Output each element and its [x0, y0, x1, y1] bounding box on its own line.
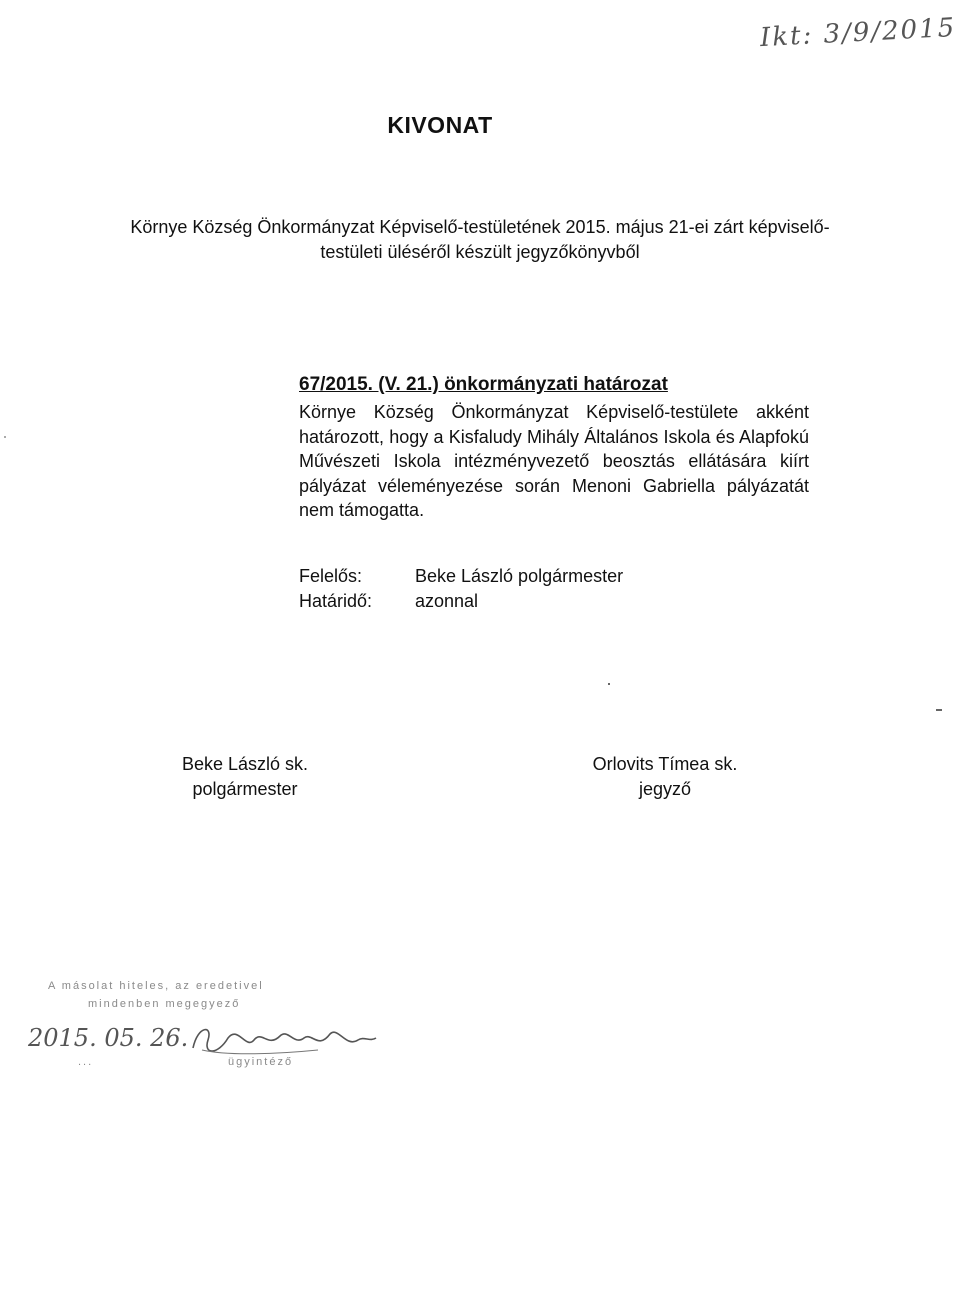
resolution-body: Környe Község Önkormányzat Képviselő-testülete akként határozott, hogy a Kisfaludy Mihály Általános Iskola és Alapfokú Művészeti Iskola intézményvezető beosztás ellátására kiírt pályázat véleményezése során Menoni Gabriella pályázatát nem támogatta.	[299, 402, 809, 520]
handwritten-reference-number: Ikt: 3/9/2015	[759, 12, 957, 54]
notary-name: Orlovits Tímea sk.	[592, 754, 738, 774]
document-title: KIVONAT	[387, 112, 493, 138]
signature-block-notary	[550, 752, 780, 802]
handwritten-certification-date: 2015. 05. 26.	[28, 1024, 189, 1052]
deadline-row	[299, 591, 478, 612]
mayor-name: Beke László sk.	[181, 754, 309, 774]
deadline-value: azonnal	[415, 591, 479, 611]
certification-stamp	[28, 972, 368, 1082]
signature-block-mayor	[140, 752, 350, 802]
mayor-role: polgármester	[192, 779, 298, 799]
document-intro: Környe Község Önkormányzat Képviselő-testületének 2015. május 21-ei zárt képviselő-testületi üléséről készült jegyzőkönyvből	[130, 217, 830, 262]
responsible-value: Beke László polgármester	[415, 566, 624, 586]
responsible-row	[299, 566, 623, 587]
scan-speck	[608, 683, 610, 685]
scan-speck	[936, 709, 942, 711]
stamp-text-line-3: ...	[78, 1056, 94, 1068]
deadline-label: Határidő:	[299, 591, 373, 611]
stamp-text-line-1: A másolat hiteles, az eredetivel	[48, 980, 264, 992]
stamp-text-line-2: mindenben megegyező	[88, 998, 241, 1010]
notary-role: jegyző	[638, 779, 692, 799]
resolution-heading: 67/2015. (V. 21.) önkormányzati határozat	[299, 374, 668, 395]
scan-speck	[4, 436, 6, 438]
stamp-text-line-4: ügyintéző	[228, 1056, 294, 1068]
handwritten-signature	[188, 1020, 378, 1060]
responsible-label: Felelős:	[299, 566, 363, 586]
